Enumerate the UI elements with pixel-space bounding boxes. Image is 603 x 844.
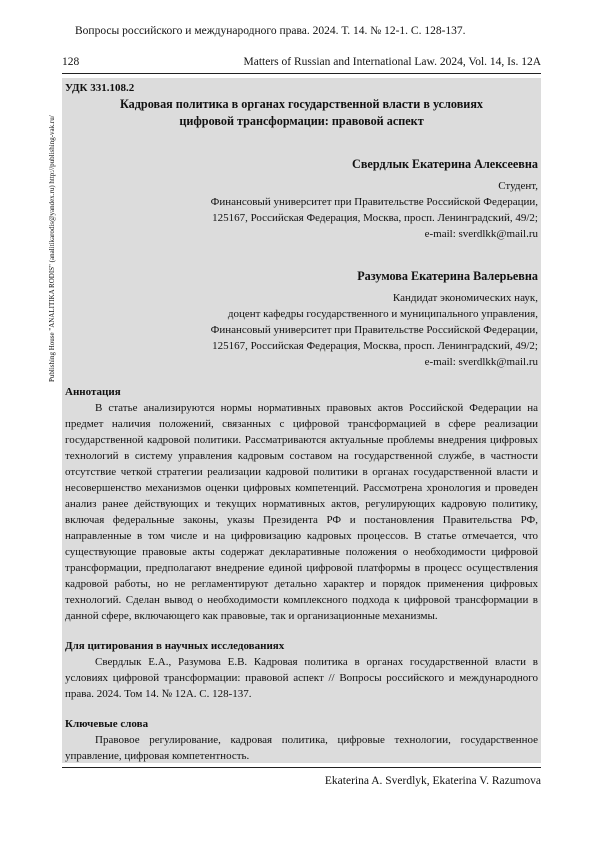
author-email: e-mail: sverdlkk@mail.ru [424, 356, 538, 368]
running-header-ru: Вопросы российского и международного права. 2024. Т. 14. № 12-1. С. 128-137. [75, 25, 466, 37]
article-title: Кадровая политика в органах государственной власти в условиях цифровой трансформации: правовой аспект [119, 97, 484, 128]
journal-header-en: Matters of Russian and International Law. 2024, Vol. 14, Is. 12A [243, 56, 541, 68]
header-rule [62, 73, 541, 74]
article-content [65, 80, 538, 764]
author-name: Разумова Екатерина Валерьевна [357, 269, 538, 283]
abstract-text: В статье анализируются нормы нормативных правовых актов Российской Федерации на предмет наличия положений, связанных с цифровой трансформацией в сфере реализации государственной кадровой политики. Рассматриваются актуальные проблемы внедрения цифровых технологий в систему управления кадровым составом на государственной службе, в частности отсутствие четкой стратегии реализации кадровой политики в органах государственной власти и несовершенство механизмов оценки цифровых компетенций. Рассмотрена хронология и проведен анализ ранее действующих и текущих нормативных актов, регулирующих кадровую политику, включая федеральные законы, указы Президента РФ и постановления Правительства РФ, направленные в том числе и на цифровизацию кадровых процессов. В статье отмечается, что существующие правовые акты содержат декларативные положения о необходимости цифровой трансформации, предполагают внедрение единой цифровой платформы в процесс осуществления кадровой работы, но не регламентируют детально характер и порядок применения цифровых технологий. Сделан вывод о необходимости комплексного подхода к цифровой трансформации в данной сфере, включающего как правовые, так и организационные механизмы. [65, 402, 538, 622]
affiliation-line: 125167, Российская Федерация, Москва, просп. Ленинградский, 49/2; [212, 340, 538, 352]
author-block-2 [65, 268, 538, 370]
affiliation-line: 125167, Российская Федерация, Москва, просп. Ленинградский, 49/2; [212, 212, 538, 224]
publisher-sidebar: Publishing House "ANALITIKA RODIS" (analitikarodis@yandex.ru) http://publishing-vak.ru/ [48, 115, 56, 382]
affiliation-line: доцент кафедры государственного и муниципального управления, [227, 308, 538, 320]
keywords-text: Правовое регулирование, кадровая политика, цифровые технологии, государственное управление, цифровая компетентность. [65, 734, 538, 762]
author-email: e-mail: sverdlkk@mail.ru [424, 228, 538, 240]
affiliation-line: Финансовый университет при Правительстве Российской Федерации, [210, 196, 538, 208]
affiliation-line: Студент, [498, 180, 538, 192]
affiliation-line: Кандидат экономических наук, [392, 292, 538, 304]
footer-rule [62, 767, 541, 768]
footer-authors-en: Ekaterina A. Sverdlyk, Ekaterina V. Razumova [324, 775, 541, 787]
author-block-1 [65, 156, 538, 242]
udc-code: УДК 331.108.2 [65, 82, 135, 94]
citation-text: Свердлык Е.А., Разумова Е.В. Кадровая политика в органах государственной власти в условиях цифровой трансформации: правовой аспект // Вопросы российского и международного права. 2024. Том 14. № 12А. С. 128-137. [65, 656, 538, 700]
abstract-heading: Аннотация [65, 386, 121, 398]
affiliation-line: Финансовый университет при Правительстве Российской Федерации, [210, 324, 538, 336]
author-name: Свердлык Екатерина Алексеевна [352, 157, 538, 171]
page-number: 128 [62, 56, 80, 68]
keywords-heading: Ключевые слова [65, 718, 149, 730]
citation-heading: Для цитирования в научных исследованиях [65, 640, 285, 652]
